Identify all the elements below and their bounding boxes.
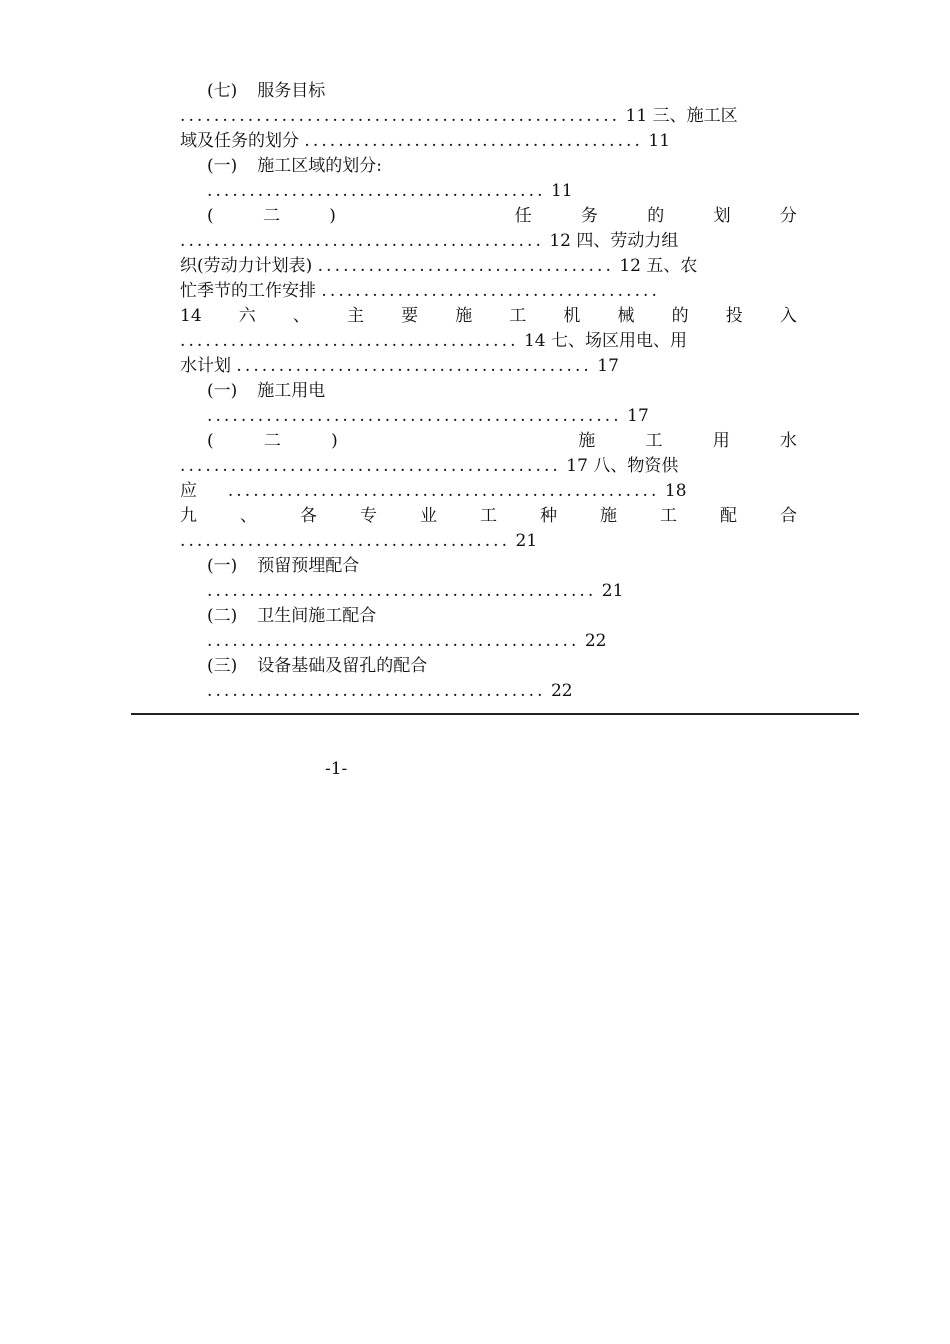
- justified-char: 施: [578, 431, 596, 451]
- entry-title: 施工用电: [257, 381, 326, 401]
- entry-title: 卫生间施工配合: [257, 606, 377, 626]
- justified-char: 配: [720, 506, 737, 526]
- page-ref: 17: [597, 356, 619, 376]
- entry-title: 水计划: [180, 356, 231, 376]
- toc-entry: [180, 529, 537, 554]
- entry-number: (一): [207, 381, 238, 401]
- entry-title: 忙季节的工作安排: [180, 281, 316, 301]
- entry-number: (七): [207, 81, 238, 101]
- entry-title: 四、劳动力组: [576, 231, 679, 251]
- page-ref: 17: [627, 406, 649, 426]
- toc-entry: [180, 454, 678, 479]
- page-ref: 22: [584, 631, 607, 651]
- justified-char: 合: [780, 506, 797, 526]
- justified-char: 、: [240, 506, 257, 526]
- justified-char: ): [329, 206, 336, 226]
- justified-char: 各: [300, 506, 317, 526]
- page-ref: 11: [625, 106, 648, 126]
- justified-char: 种: [540, 506, 557, 526]
- entry-number: (二): [207, 606, 238, 626]
- justified-char: 施: [455, 306, 473, 326]
- toc-entry: [207, 154, 382, 179]
- entry-title: 八、物资供: [593, 456, 679, 476]
- justified-char: 的: [647, 206, 665, 226]
- page-ref: 11: [648, 131, 671, 151]
- toc-entry: [180, 479, 687, 504]
- toc-entry: [207, 179, 573, 204]
- justified-char: 主: [346, 306, 364, 326]
- leader-dots: ........................................: [304, 131, 643, 151]
- toc-justified-line: [207, 429, 797, 454]
- entry-title: 三、施工区: [652, 106, 738, 126]
- toc-entry: [207, 404, 649, 429]
- entry-title: 施工区域的划分:: [257, 156, 382, 176]
- justified-char: 水: [779, 431, 797, 451]
- justified-char: 、: [292, 306, 310, 326]
- justified-char: 任: [514, 206, 532, 226]
- page-ref: 14: [523, 331, 546, 351]
- leader-dots: .............................................: [180, 456, 561, 476]
- toc-entry: [207, 679, 573, 704]
- toc-entry: [207, 579, 623, 604]
- justified-char: (: [207, 206, 214, 226]
- entry-title: 域及任务的划分: [180, 131, 299, 151]
- justified-char: 工: [660, 506, 677, 526]
- toc-entry: [180, 279, 660, 304]
- page-number: -1-: [325, 759, 348, 779]
- justified-char: 用: [712, 431, 730, 451]
- leader-dots: ........................................: [207, 681, 546, 701]
- page-ref: 12: [619, 256, 641, 276]
- justified-char: 九: [180, 506, 197, 526]
- toc-justified-line: [180, 304, 797, 329]
- justified-char: 施: [600, 506, 617, 526]
- leader-dots: ...........................................: [180, 231, 544, 251]
- justified-char: 工: [645, 431, 663, 451]
- toc-entry: [180, 129, 670, 154]
- toc-justified-line: [207, 204, 797, 229]
- entry-number: (三): [207, 656, 238, 676]
- justified-char: 14: [180, 306, 202, 326]
- justified-char: 专: [360, 506, 377, 526]
- toc-entry: [207, 379, 325, 404]
- justified-char: 划: [713, 206, 731, 226]
- justified-char: 要: [401, 306, 419, 326]
- entry-title: 设备基础及留孔的配合: [257, 656, 428, 676]
- justified-char: 六: [238, 306, 256, 326]
- page-ref: 17: [566, 456, 588, 476]
- justified-char: 工: [480, 506, 497, 526]
- justified-char: 机: [563, 306, 581, 326]
- toc-entry: [207, 604, 376, 629]
- justified-char: 械: [617, 306, 635, 326]
- leader-dots: ............................................: [207, 631, 580, 651]
- justified-char: 投: [725, 306, 743, 326]
- justified-char: 业: [420, 506, 437, 526]
- leader-dots: .......................................: [180, 531, 511, 551]
- toc-justified-line: [180, 504, 797, 529]
- footer-divider: [131, 713, 859, 715]
- leader-dots: .................................................: [207, 406, 622, 426]
- justified-char: ): [331, 431, 338, 451]
- toc-entry: [180, 104, 738, 129]
- leader-dots: ...................................................: [227, 481, 660, 501]
- leader-dots: ...................................: [317, 256, 614, 276]
- toc-entry: [207, 629, 606, 654]
- justified-char: 二: [262, 206, 280, 226]
- justified-char: 工: [509, 306, 527, 326]
- entry-number: (一): [207, 556, 238, 576]
- leader-dots: ....................................................: [180, 106, 621, 126]
- page-ref: 21: [601, 581, 624, 601]
- leader-dots: ........................................: [180, 331, 519, 351]
- leader-dots: ........................................: [321, 281, 660, 301]
- toc-entry: [207, 79, 325, 104]
- justified-char: 的: [671, 306, 689, 326]
- entry-title: 应: [180, 481, 197, 501]
- justified-char: 分: [779, 206, 797, 226]
- page-ref: 22: [550, 681, 573, 701]
- toc-entry: [207, 654, 427, 679]
- toc-entry: [180, 329, 687, 354]
- page-ref: 11: [550, 181, 573, 201]
- page-ref: 18: [664, 481, 687, 501]
- page-ref: 12: [549, 231, 571, 251]
- toc-entry: [207, 554, 359, 579]
- justified-char: (: [207, 431, 214, 451]
- entry-title: 服务目标: [257, 81, 326, 101]
- leader-dots: ........................................: [207, 181, 546, 201]
- toc-entry: [180, 229, 678, 254]
- justified-char: 入: [779, 306, 797, 326]
- entry-title: 预留预埋配合: [257, 556, 360, 576]
- page-ref: 21: [515, 531, 538, 551]
- entry-title: 七、场区用电、用: [551, 331, 688, 351]
- entry-title: 五、农: [646, 256, 698, 276]
- leader-dots: ..............................................: [207, 581, 597, 601]
- toc-entry: [180, 354, 619, 379]
- entry-title: 织(劳动力计划表): [180, 256, 313, 276]
- justified-char: 务: [580, 206, 598, 226]
- leader-dots: ..........................................: [236, 356, 592, 376]
- justified-char: 二: [263, 431, 281, 451]
- toc-entry: [180, 254, 697, 279]
- entry-number: (一): [207, 156, 238, 176]
